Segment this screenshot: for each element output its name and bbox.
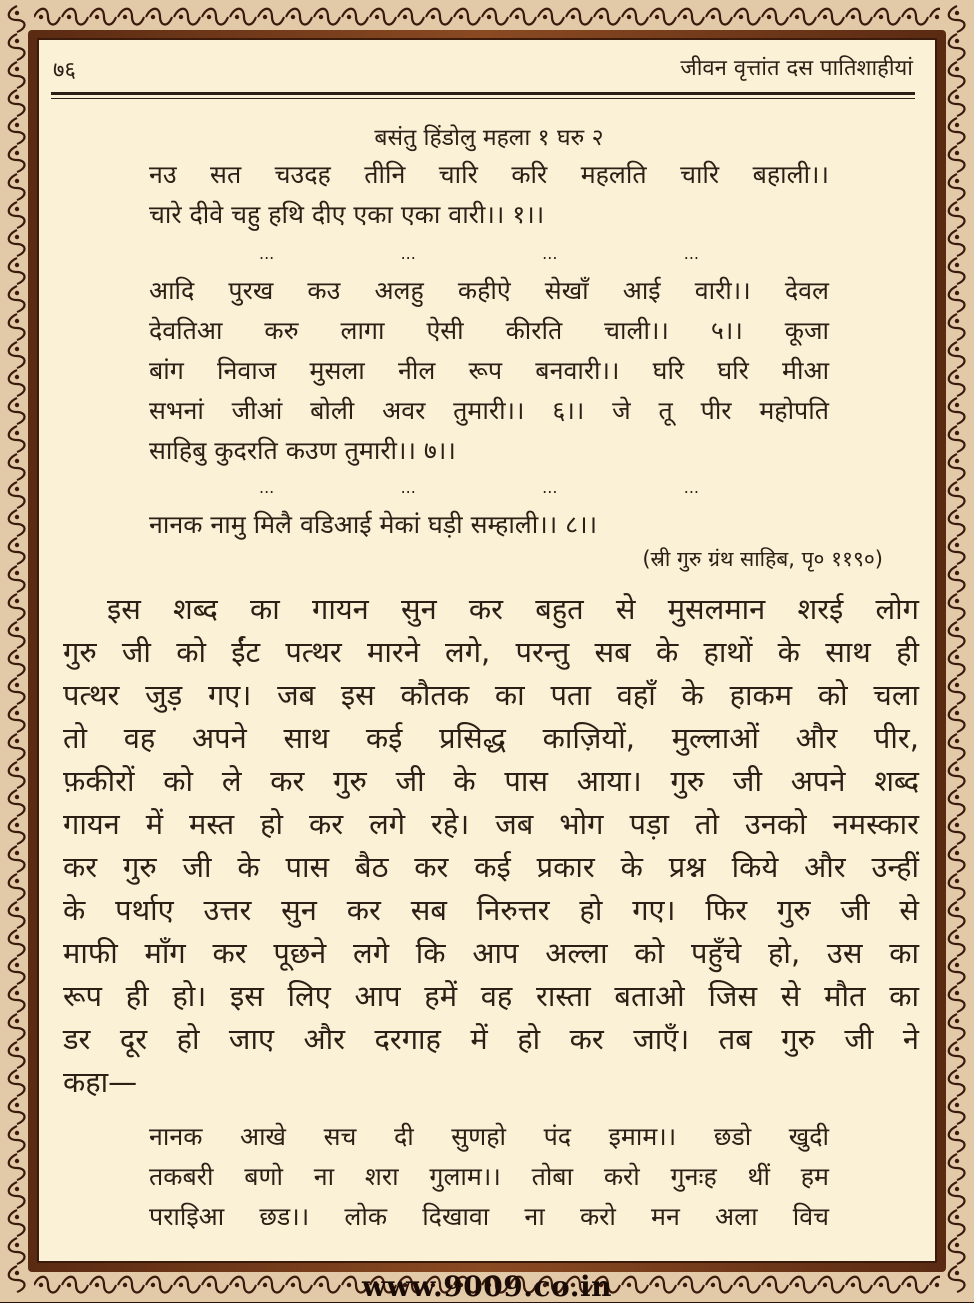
border-scroll-ornament (286, 9, 312, 25)
border-scroll-ornament (90, 9, 116, 25)
border-dot-ornament (15, 991, 19, 995)
border-scroll-ornament (949, 734, 965, 760)
border-dot-ornament (375, 15, 379, 19)
border-scroll-ornament (9, 342, 25, 368)
ellipsis: ... (683, 244, 699, 263)
border-dot-ornament (767, 15, 771, 19)
border-dot-ornament (347, 15, 351, 19)
border-scroll-ornament (202, 9, 228, 25)
border-scroll-ornament (9, 818, 25, 844)
border-dot-ornament (15, 767, 19, 771)
border-scroll-ornament (949, 1182, 965, 1208)
border-dot-ornament (403, 15, 407, 19)
verse-line: पराइिआ छड।। लोक दिखावा ना करो मन अला विच (149, 1202, 829, 1231)
border-dot-ornament (955, 207, 959, 211)
border-dot-ornament (263, 15, 267, 19)
border-dot-ornament (15, 515, 19, 519)
border-scroll-ornament (949, 958, 965, 984)
border-scroll-ornament (9, 706, 25, 732)
border-dot-ornament (955, 95, 959, 99)
border-dot-ornament (15, 263, 19, 267)
border-scroll-ornament (790, 9, 816, 25)
border-scroll-ornament (454, 9, 480, 25)
border-scroll-ornament (482, 9, 508, 25)
border-dot-ornament (955, 263, 959, 267)
border-scroll-ornament (594, 9, 620, 25)
border-dot-ornament (955, 711, 959, 715)
border-scroll-ornament (9, 1042, 25, 1068)
border-dot-ornament (955, 795, 959, 799)
border-scroll-ornament (9, 566, 25, 592)
border-scroll-ornament (34, 9, 60, 25)
border-dot-ornament (955, 1187, 959, 1191)
border-scroll-ornament (9, 762, 25, 788)
border-scroll-ornament (949, 846, 965, 872)
border-scroll-ornament (874, 9, 900, 25)
border-dot-ornament (955, 291, 959, 295)
border-dot-ornament (15, 319, 19, 323)
border-dot-ornament (795, 15, 799, 19)
border-scroll-ornament (949, 34, 965, 60)
border-dot-ornament (15, 711, 19, 715)
border-scroll-ornament (9, 314, 25, 340)
prose-line: इस शब्द का गायन सुन कर बहुत से मुसलमान शरई लोग (107, 592, 919, 626)
border-scroll-ornament (9, 510, 25, 536)
prose-line: पत्थर जुड़ गए। जब इस कौतक का पता वहाँ के हाकम को चला (63, 678, 919, 712)
border-scroll-ornament (9, 1126, 25, 1152)
border-scroll-ornament (949, 426, 965, 452)
border-dot-ornament (179, 15, 183, 19)
border-scroll-ornament (9, 398, 25, 424)
border-scroll-ornament (949, 174, 965, 200)
border-scroll-ornament (398, 9, 424, 25)
border-scroll-ornament (949, 1070, 965, 1096)
border-dot-ornament (851, 15, 855, 19)
border-scroll-ornament (230, 9, 256, 25)
border-dot-ornament (955, 1103, 959, 1107)
border-dot-ornament (823, 15, 827, 19)
border-scroll-ornament (949, 146, 965, 172)
ellipsis: ... (259, 478, 275, 497)
border-dot-ornament (955, 459, 959, 463)
border-scroll-ornament (9, 874, 25, 900)
border-dot-ornament (955, 655, 959, 659)
border-scroll-ornament (650, 9, 676, 25)
verse-ellipsis-row (259, 244, 699, 263)
border-dot-ornament (543, 15, 547, 19)
border-dot-ornament (955, 11, 959, 15)
border-dot-ornament (15, 1187, 19, 1191)
border-dot-ornament (15, 123, 19, 127)
border-dot-ornament (955, 515, 959, 519)
border-dot-ornament (955, 935, 959, 939)
border-dot-ornament (15, 431, 19, 435)
border-dot-ornament (955, 375, 959, 379)
border-scroll-ornament (9, 958, 25, 984)
border-dot-ornament (15, 599, 19, 603)
border-dot-ornament (15, 1215, 19, 1219)
border-scroll-ornament (902, 9, 928, 25)
border-dot-ornament (319, 15, 323, 19)
border-dot-ornament (515, 15, 519, 19)
border-dot-ornament (955, 767, 959, 771)
border-dot-ornament (15, 1159, 19, 1163)
border-dot-ornament (955, 739, 959, 743)
border-scroll-ornament (949, 90, 965, 116)
border-scroll-ornament (426, 9, 452, 25)
border-scroll-ornament (62, 9, 88, 25)
verse-line: नानक नामु मिलै वडिआई मेकां घड़ी सम्हाली।। ८।। (149, 510, 598, 539)
border-scroll-ornament (9, 902, 25, 928)
border-scroll-ornament (949, 566, 965, 592)
website-watermark: www.9009.co.in (362, 1270, 612, 1303)
border-scroll-ornament (9, 1238, 25, 1264)
ellipsis: ... (400, 244, 416, 263)
border-scroll-ornament (949, 986, 965, 1012)
border-scroll-ornament (949, 790, 965, 816)
border-scroll-ornament (949, 398, 965, 424)
border-scroll-ornament (949, 1098, 965, 1124)
border-scroll-ornament (949, 1014, 965, 1040)
border-dot-ornament (955, 599, 959, 603)
border-scroll-ornament (9, 1014, 25, 1040)
border-dot-ornament (955, 1019, 959, 1023)
border-dot-ornament (291, 15, 295, 19)
border-scroll-ornament (678, 9, 704, 25)
border-scroll-ornament (118, 9, 144, 25)
border-dot-ornament (15, 179, 19, 183)
border-scroll-ornament (9, 622, 25, 648)
border-scroll-ornament (949, 258, 965, 284)
border-scroll-ornament (706, 9, 732, 25)
border-scroll-ornament (949, 650, 965, 676)
border-dot-ornament (15, 739, 19, 743)
border-scroll-ornament (9, 286, 25, 312)
border-dot-ornament (955, 235, 959, 239)
border-dot-ornament (15, 235, 19, 239)
border-dot-ornament (955, 683, 959, 687)
border-scroll-ornament (949, 1126, 965, 1152)
border-dot-ornament (955, 431, 959, 435)
border-scroll-ornament (949, 314, 965, 340)
verse-line: साहिबु कुदरति कउण तुमारी।। ७।। (149, 436, 456, 465)
ellipsis: ... (683, 478, 699, 497)
border-scroll-ornament (9, 62, 25, 88)
ornamental-border-top (0, 0, 974, 34)
border-scroll-ornament (949, 370, 965, 396)
border-dot-ornament (683, 15, 687, 19)
border-dot-ornament (955, 963, 959, 967)
scripture-citation: (स्री गुरु ग्रंथ साहिब, पृ० ११९०) (642, 547, 883, 571)
header-rule-thin (51, 98, 915, 99)
prose-line: गुरु जी को ईंट पत्थर मारने लगे, परन्तु सब के हाथों के साथ ही (63, 635, 919, 669)
border-scroll-ornament (734, 9, 760, 25)
border-dot-ornament (487, 15, 491, 19)
border-scroll-ornament (949, 594, 965, 620)
border-dot-ornament (15, 291, 19, 295)
border-dot-ornament (15, 683, 19, 687)
border-scroll-ornament (9, 930, 25, 956)
border-dot-ornament (955, 319, 959, 323)
border-dot-ornament (15, 879, 19, 883)
border-dot-ornament (571, 15, 575, 19)
border-dot-ornament (459, 15, 463, 19)
border-scroll-ornament (949, 118, 965, 144)
border-dot-ornament (955, 879, 959, 883)
border-scroll-ornament (949, 1042, 965, 1068)
border-scroll-ornament (949, 454, 965, 480)
border-dot-ornament (15, 403, 19, 407)
border-dot-ornament (15, 823, 19, 827)
border-dot-ornament (235, 15, 239, 19)
border-dot-ornament (15, 459, 19, 463)
border-scroll-ornament (510, 9, 536, 25)
border-dot-ornament (15, 67, 19, 71)
border-scroll-ornament (9, 986, 25, 1012)
border-scroll-ornament (9, 202, 25, 228)
border-dot-ornament (15, 655, 19, 659)
verse-line: बांग निवाज मुसला नील रूप बनवारी।। घरि घरि मीआ (149, 356, 829, 385)
border-dot-ornament (955, 1215, 959, 1219)
border-dot-ornament (955, 67, 959, 71)
border-scroll-ornament (538, 9, 564, 25)
border-scroll-ornament (949, 930, 965, 956)
border-dot-ornament (955, 179, 959, 183)
border-scroll-ornament (314, 9, 340, 25)
border-scroll-ornament (949, 678, 965, 704)
border-dot-ornament (955, 403, 959, 407)
border-scroll-ornament (9, 118, 25, 144)
ellipsis: ... (542, 478, 558, 497)
border-dot-ornament (955, 851, 959, 855)
border-dot-ornament (955, 123, 959, 127)
border-scroll-ornament (9, 146, 25, 172)
border-dot-ornament (15, 627, 19, 631)
border-dot-ornament (15, 1131, 19, 1135)
border-dot-ornament (15, 347, 19, 351)
border-dot-ornament (431, 15, 435, 19)
prose-line: कहा— (63, 1065, 138, 1099)
border-dot-ornament (15, 487, 19, 491)
border-scroll-ornament (949, 538, 965, 564)
border-dot-ornament (15, 935, 19, 939)
verse-line: नउ सत चउदह तीनि चारि करि महलति चारि बहाली।। (149, 160, 829, 189)
border-scroll-ornament (949, 1238, 965, 1264)
prose-line: डर दूर हो जाए और दरगाह में हो कर जाएँ। तब गुरु जी ने (63, 1022, 919, 1056)
border-scroll-ornament (9, 6, 25, 32)
border-scroll-ornament (342, 9, 368, 25)
border-scroll-ornament (9, 734, 25, 760)
border-dot-ornament (39, 15, 43, 19)
border-scroll-ornament (9, 678, 25, 704)
border-scroll-ornament (9, 1154, 25, 1180)
border-scroll-ornament (949, 622, 965, 648)
border-scroll-ornament (9, 594, 25, 620)
page-paper (37, 38, 937, 1263)
border-dot-ornament (15, 543, 19, 547)
border-scroll-ornament (818, 9, 844, 25)
border-dot-ornament (15, 851, 19, 855)
border-scroll-ornament (9, 174, 25, 200)
border-scroll-ornament (174, 9, 200, 25)
border-scroll-ornament (949, 706, 965, 732)
border-dot-ornament (15, 795, 19, 799)
border-scroll-ornament (9, 370, 25, 396)
verse-line: चारे दीवे चहु हथि दीए एका एका वारी।। १।। (149, 200, 545, 229)
header-rule-thick (51, 92, 915, 95)
border-scroll-ornament (949, 342, 965, 368)
border-dot-ornament (955, 991, 959, 995)
border-dot-ornament (15, 963, 19, 967)
border-scroll-ornament (9, 454, 25, 480)
border-dot-ornament (955, 571, 959, 575)
border-dot-ornament (955, 1131, 959, 1135)
border-dot-ornament (15, 1103, 19, 1107)
verse-title: बसंतु हिंडोलु महला १ घरु २ (374, 125, 604, 151)
page-number: ७६ (53, 58, 76, 83)
border-scroll-ornament (846, 9, 872, 25)
border-scroll-ornament (9, 230, 25, 256)
border-dot-ornament (15, 95, 19, 99)
border-scroll-ornament (9, 650, 25, 676)
border-scroll-ornament (9, 790, 25, 816)
border-dot-ornament (627, 15, 631, 19)
ellipsis: ... (400, 478, 416, 497)
border-scroll-ornament (258, 9, 284, 25)
border-dot-ornament (15, 1047, 19, 1051)
prose-line: कर गुरु जी के पास बैठ कर कई प्रकार के प्रश्न किये और उन्हीं (63, 850, 919, 884)
border-scroll-ornament (949, 874, 965, 900)
border-scroll-ornament (566, 9, 592, 25)
border-dot-ornament (955, 151, 959, 155)
verse-line: आदि पुरख कउ अलहु कहीऐ सेखाँ आई वारी।। देवल (149, 276, 829, 305)
border-scroll-ornament (949, 902, 965, 928)
border-scroll-ornament (9, 1070, 25, 1096)
prose-line: गायन में मस्त हो कर लगे रहे। जब भोग पड़ा तो उनको नमस्कार (63, 807, 919, 841)
border-scroll-ornament (370, 9, 396, 25)
border-scroll-ornament (9, 426, 25, 452)
border-dot-ornament (15, 571, 19, 575)
border-dot-ornament (151, 15, 155, 19)
border-scroll-ornament (949, 62, 965, 88)
border-scroll-ornament (9, 258, 25, 284)
border-scroll-ornament (9, 90, 25, 116)
border-dot-ornament (955, 39, 959, 43)
border-dot-ornament (15, 39, 19, 43)
border-dot-ornament (955, 1159, 959, 1163)
border-dot-ornament (207, 15, 211, 19)
verse-line: तकबरी बणो ना शरा गुलाम।। तोबा करो गुनःह थीं हम (149, 1162, 829, 1191)
border-dot-ornament (15, 1019, 19, 1023)
border-scroll-ornament (949, 6, 965, 32)
border-dot-ornament (123, 15, 127, 19)
border-scroll-ornament (949, 202, 965, 228)
border-dot-ornament (655, 15, 659, 19)
border-dot-ornament (15, 375, 19, 379)
border-scroll-ornament (9, 846, 25, 872)
border-scroll-ornament (949, 482, 965, 508)
border-dot-ornament (15, 11, 19, 15)
border-dot-ornament (955, 1047, 959, 1051)
border-scroll-ornament (949, 230, 965, 256)
prose-line: फ़कीरों को ले कर गुरु जी के पास आया। गुरु जी अपने शब्द (63, 764, 919, 798)
border-scroll-ornament (9, 1098, 25, 1124)
border-scroll-ornament (949, 818, 965, 844)
verse-line: सभनां जीआं बोली अवर तुमारी।। ६।। जे तू पीर महोपति (149, 396, 829, 425)
ellipsis: ... (259, 244, 275, 263)
prose-line: रूप ही हो। इस लिए आप हमें वह रास्ता बताओ जिस से मौत का (63, 979, 919, 1013)
border-dot-ornament (15, 1243, 19, 1247)
border-dot-ornament (955, 627, 959, 631)
border-scroll-ornament (949, 1210, 965, 1236)
prose-line: तो वह अपने साथ कई प्रसिद्ध काज़ियों, मुल्लाओं और पीर, (63, 721, 919, 755)
running-title: जीवन वृत्तांत दस पातिशाहीयां (680, 56, 913, 81)
border-scroll-ornament (9, 538, 25, 564)
border-scroll-ornament (622, 9, 648, 25)
border-dot-ornament (935, 15, 939, 19)
border-dot-ornament (955, 487, 959, 491)
border-scroll-ornament (146, 9, 172, 25)
border-scroll-ornament (9, 1210, 25, 1236)
border-dot-ornament (907, 15, 911, 19)
verse-line: देवतिआ करु लागा ऐसी कीरति चाली।। ५।। कूजा (149, 316, 829, 345)
border-scroll-ornament (762, 9, 788, 25)
ellipsis: ... (542, 244, 558, 263)
border-dot-ornament (955, 1243, 959, 1247)
border-scroll-ornament (9, 34, 25, 60)
border-scroll-ornament (949, 286, 965, 312)
border-dot-ornament (739, 15, 743, 19)
verse-line: नानक आखे सच दी सुणहो पंद इमाम।। छडो खुदी (149, 1122, 829, 1151)
border-dot-ornament (711, 15, 715, 19)
border-dot-ornament (879, 15, 883, 19)
prose-line: माफी माँग कर पूछने लगे कि आप अल्ला को पहुँचे हो, उस का (63, 936, 919, 970)
border-scroll-ornament (9, 482, 25, 508)
border-dot-ornament (955, 823, 959, 827)
border-dot-ornament (599, 15, 603, 19)
border-dot-ornament (15, 907, 19, 911)
prose-line: के पर्थाए उत्तर सुन कर सब निरुत्तर हो गए। फिर गुरु जी से (63, 893, 919, 927)
verse-ellipsis-row (259, 478, 699, 497)
border-dot-ornament (15, 1075, 19, 1079)
border-dot-ornament (15, 207, 19, 211)
border-scroll-ornament (949, 510, 965, 536)
border-dot-ornament (15, 151, 19, 155)
border-scroll-ornament (9, 1182, 25, 1208)
border-dot-ornament (67, 15, 71, 19)
border-dot-ornament (95, 15, 99, 19)
border-dot-ornament (955, 907, 959, 911)
border-dot-ornament (955, 347, 959, 351)
border-scroll-ornament (949, 762, 965, 788)
border-dot-ornament (955, 543, 959, 547)
border-scroll-ornament (949, 1154, 965, 1180)
border-dot-ornament (955, 1075, 959, 1079)
